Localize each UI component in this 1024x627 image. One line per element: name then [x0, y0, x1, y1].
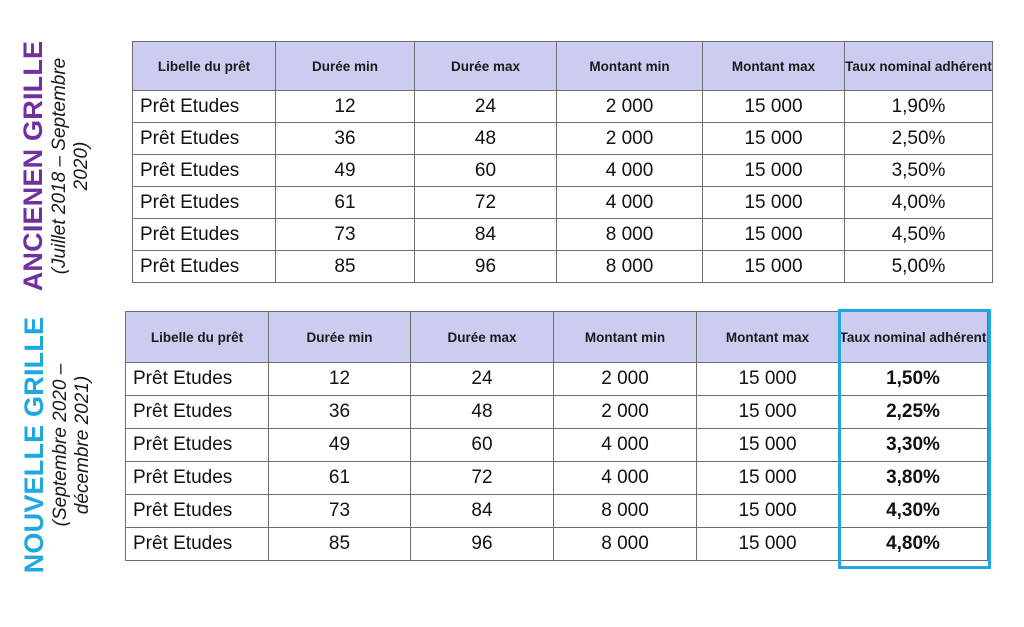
cell-montant-max: 15 000 — [703, 187, 845, 219]
cell-montant-max: 15 000 — [703, 251, 845, 283]
cell-duree-max: 48 — [415, 123, 557, 155]
cell-libelle: Prêt Etudes — [126, 462, 269, 495]
table-row — [133, 219, 993, 251]
cell-montant-max: 15 000 — [703, 219, 845, 251]
cell-taux: 3,80% — [839, 462, 988, 495]
cell-taux: 4,80% — [839, 528, 988, 561]
cell-duree-min: 36 — [276, 123, 415, 155]
header-montant-max: Montant max — [703, 42, 845, 91]
cell-duree-max: 60 — [415, 155, 557, 187]
cell-montant-min: 8 000 — [557, 251, 703, 283]
old-grid-period-line1: (Juillet 2018 – Septembre — [49, 57, 70, 275]
cell-montant-max: 15 000 — [697, 396, 839, 429]
cell-libelle: Prêt Etudes — [133, 251, 276, 283]
cell-duree-min: 49 — [276, 155, 415, 187]
cell-taux: 2,50% — [845, 123, 993, 155]
new-grid-period-line2: décembre 2021) — [72, 375, 93, 515]
cell-duree-min: 12 — [269, 363, 411, 396]
cell-taux: 4,30% — [839, 495, 988, 528]
table-row — [133, 155, 993, 187]
cell-montant-min: 4 000 — [554, 462, 697, 495]
cell-duree-min: 85 — [269, 528, 411, 561]
cell-montant-max: 15 000 — [697, 462, 839, 495]
cell-duree-max: 72 — [415, 187, 557, 219]
cell-taux: 1,90% — [845, 91, 993, 123]
header-montant-max: Montant max — [697, 312, 839, 363]
cell-duree-min: 36 — [269, 396, 411, 429]
cell-montant-min: 2 000 — [554, 363, 697, 396]
cell-montant-max: 15 000 — [697, 363, 839, 396]
cell-duree-min: 61 — [269, 462, 411, 495]
new-grid-table — [125, 311, 988, 561]
cell-libelle: Prêt Etudes — [133, 187, 276, 219]
cell-montant-min: 2 000 — [557, 91, 703, 123]
header-duree-min: Durée min — [276, 42, 415, 91]
cell-duree-min: 49 — [269, 429, 411, 462]
cell-montant-min: 4 000 — [557, 187, 703, 219]
header-duree-min: Durée min — [269, 312, 411, 363]
cell-duree-max: 84 — [411, 495, 554, 528]
cell-montant-min: 4 000 — [557, 155, 703, 187]
cell-duree-min: 85 — [276, 251, 415, 283]
table-header-row — [126, 312, 988, 363]
cell-montant-min: 8 000 — [554, 495, 697, 528]
table-row — [126, 495, 988, 528]
old-grid-title: ANCIENEN GRILLE — [18, 40, 48, 292]
table-row — [133, 91, 993, 123]
table-row — [126, 429, 988, 462]
cell-duree-min: 61 — [276, 187, 415, 219]
cell-duree-max: 84 — [415, 219, 557, 251]
cell-libelle: Prêt Etudes — [126, 528, 269, 561]
cell-duree-min: 73 — [269, 495, 411, 528]
cell-libelle: Prêt Etudes — [133, 219, 276, 251]
header-duree-max: Durée max — [411, 312, 554, 363]
cell-duree-max: 24 — [411, 363, 554, 396]
cell-montant-min: 4 000 — [554, 429, 697, 462]
cell-duree-max: 60 — [411, 429, 554, 462]
cell-duree-max: 96 — [411, 528, 554, 561]
cell-montant-max: 15 000 — [697, 528, 839, 561]
cell-libelle: Prêt Etudes — [126, 396, 269, 429]
table-row — [133, 123, 993, 155]
header-libelle: Libelle du prêt — [133, 42, 276, 91]
cell-taux: 5,00% — [845, 251, 993, 283]
cell-montant-max: 15 000 — [703, 91, 845, 123]
table-row — [126, 396, 988, 429]
cell-duree-max: 24 — [415, 91, 557, 123]
cell-libelle: Prêt Etudes — [126, 429, 269, 462]
new-grid-side-label — [19, 314, 94, 576]
old-grid-period-line2: 2020) — [71, 141, 92, 191]
cell-libelle: Prêt Etudes — [133, 155, 276, 187]
header-montant-min: Montant min — [557, 42, 703, 91]
cell-libelle: Prêt Etudes — [133, 91, 276, 123]
cell-duree-min: 12 — [276, 91, 415, 123]
cell-taux: 4,50% — [845, 219, 993, 251]
cell-duree-max: 48 — [411, 396, 554, 429]
table-row — [126, 462, 988, 495]
cell-duree-max: 72 — [411, 462, 554, 495]
cell-libelle: Prêt Etudes — [126, 495, 269, 528]
header-montant-min: Montant min — [554, 312, 697, 363]
header-libelle: Libelle du prêt — [126, 312, 269, 363]
table-row — [126, 528, 988, 561]
cell-taux: 4,00% — [845, 187, 993, 219]
cell-montant-min: 2 000 — [554, 396, 697, 429]
cell-montant-max: 15 000 — [697, 429, 839, 462]
cell-montant-min: 8 000 — [557, 219, 703, 251]
cell-taux: 3,30% — [839, 429, 988, 462]
cell-duree-min: 73 — [276, 219, 415, 251]
cell-taux: 1,50% — [839, 363, 988, 396]
header-taux: Taux nominal adhérent — [839, 312, 988, 363]
cell-montant-max: 15 000 — [697, 495, 839, 528]
old-grid-side-label — [18, 40, 93, 292]
cell-libelle: Prêt Etudes — [126, 363, 269, 396]
old-grid-table — [132, 41, 993, 283]
new-grid-period-line1: (Septembre 2020 – — [50, 363, 71, 527]
cell-montant-min: 8 000 — [554, 528, 697, 561]
table-header-row — [133, 42, 993, 91]
cell-taux: 2,25% — [839, 396, 988, 429]
cell-montant-max: 15 000 — [703, 123, 845, 155]
cell-taux: 3,50% — [845, 155, 993, 187]
cell-libelle: Prêt Etudes — [133, 123, 276, 155]
cell-montant-max: 15 000 — [703, 155, 845, 187]
header-taux: Taux nominal adhérent — [845, 42, 993, 91]
table-row — [133, 187, 993, 219]
header-duree-max: Durée max — [415, 42, 557, 91]
table-row — [126, 363, 988, 396]
table-row — [133, 251, 993, 283]
cell-montant-min: 2 000 — [557, 123, 703, 155]
new-grid-title: NOUVELLE GRILLE — [19, 316, 49, 574]
cell-duree-max: 96 — [415, 251, 557, 283]
